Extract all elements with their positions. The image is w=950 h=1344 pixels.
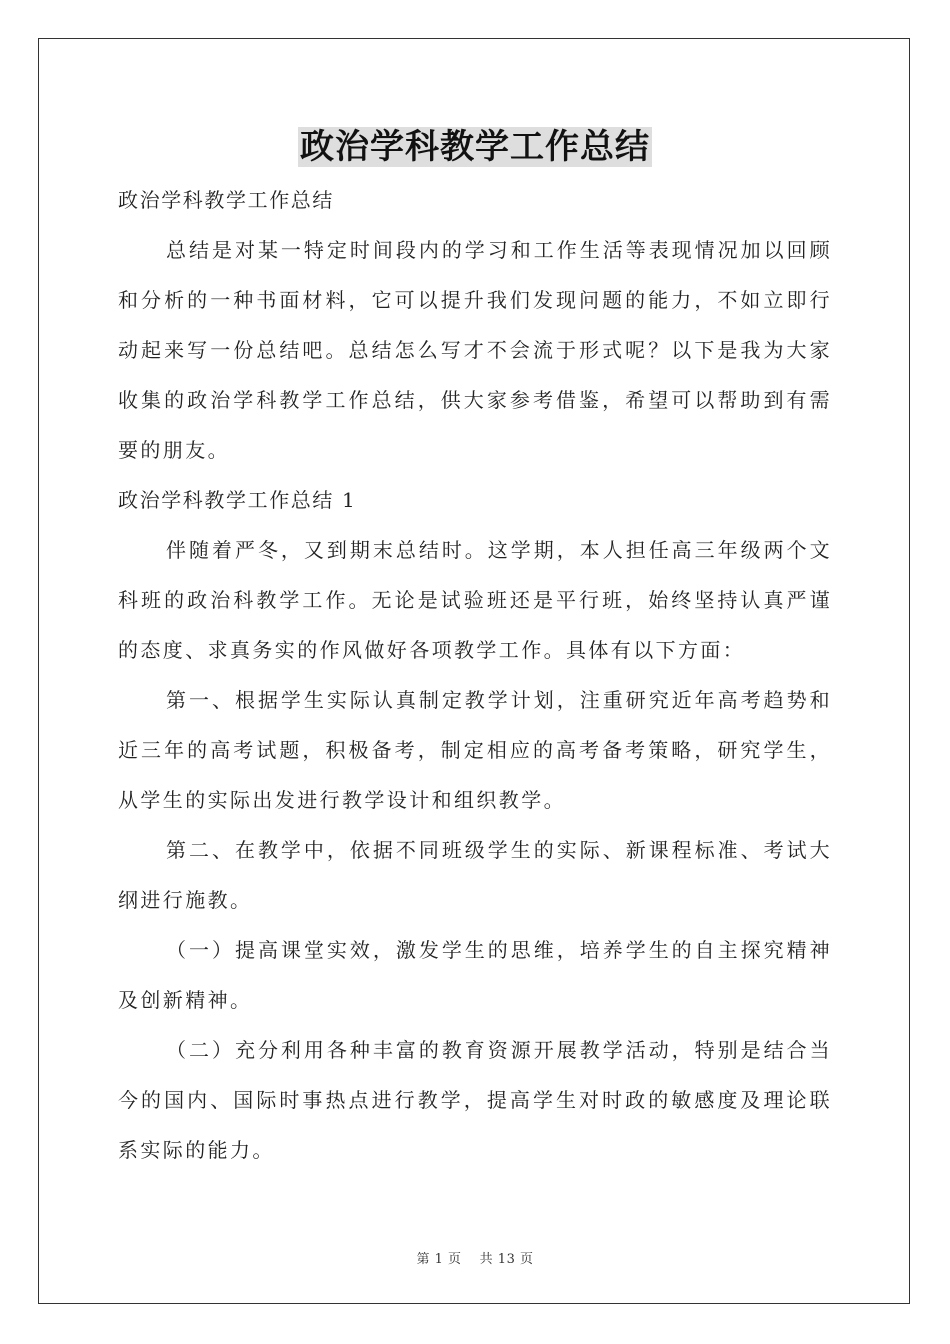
document-title-text: 政治学科教学工作总结 bbox=[300, 127, 650, 167]
subtitle-line: 政治学科教学工作总结 bbox=[118, 188, 334, 212]
body-paragraph-5: （二）充分利用各种丰富的教育资源开展教学活动，特别是结合当今的国内、国际时事热点进行教学，提高学生对时政的敏感度及理论联系实际的能力。 bbox=[118, 1038, 832, 1162]
intro-paragraph: 总结是对某一特定时间段内的学习和工作生活等表现情况加以回顾和分析的一种书面材料，它可以提升我们发现问题的能力，不如立即行动起来写一份总结吧。总结怎么写才不会流于形式呢？以下是我为大家收集的政治学科教学工作总结，供大家参考借鉴，希望可以帮助到有需要的朋友。 bbox=[118, 238, 832, 462]
body-paragraph-1: 伴随着严冬，又到期末总结时。这学期，本人担任高三年级两个文科班的政治科教学工作。无论是试验班还是平行班，始终坚持认真严谨的态度、求真务实的作风做好各项教学工作。具体有以下方面： bbox=[118, 538, 832, 662]
page-footer: 第 1 页 共 13 页 bbox=[416, 1252, 534, 1267]
body-paragraph-4: （一）提高课堂实效，激发学生的思维，培养学生的自主探究精神及创新精神。 bbox=[118, 938, 832, 1012]
document-title bbox=[0, 122, 950, 172]
body-paragraph-2: 第一、根据学生实际认真制定教学计划，注重研究近年高考趋势和近三年的高考试题，积极备考，制定相应的高考备考策略，研究学生，从学生的实际出发进行教学设计和组织教学。 bbox=[118, 688, 832, 812]
document-body bbox=[118, 175, 832, 1175]
section-heading-1: 政治学科教学工作总结 1 bbox=[118, 488, 357, 512]
body-paragraph-3: 第二、在教学中，依据不同班级学生的实际、新课程标准、考试大纲进行施教。 bbox=[118, 838, 832, 912]
